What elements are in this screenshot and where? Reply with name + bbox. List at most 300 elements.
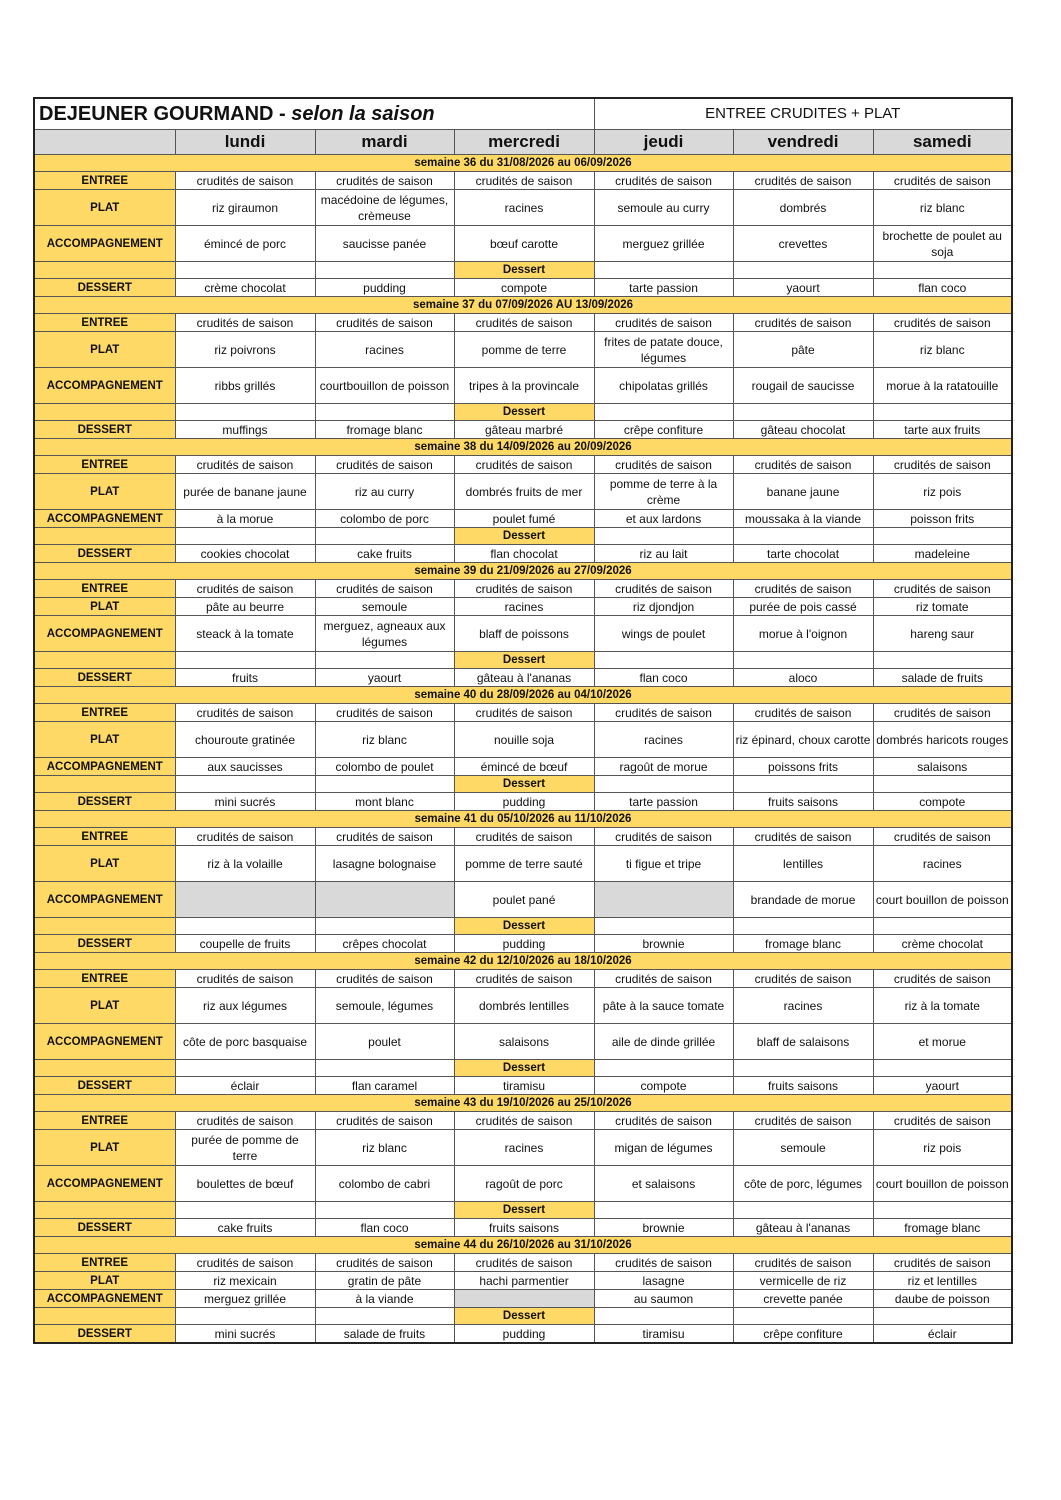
menu-cell-plat: racines	[315, 332, 454, 368]
menu-cell-dessert: fromage blanc	[315, 421, 454, 439]
accompagnement-label: ACCOMPAGNEMENT	[34, 616, 175, 652]
menu-cell-entree: crudités de saison	[594, 314, 733, 332]
menu-cell-entree: crudités de saison	[175, 1254, 315, 1272]
dessert-row	[34, 793, 1012, 811]
menu-cell-dessert: yaourt	[315, 669, 454, 687]
dessert-row	[34, 1325, 1012, 1344]
week-title: semaine 44 du 26/10/2026 au 31/10/2026	[34, 1237, 1012, 1254]
dessert-row	[34, 669, 1012, 687]
dessert-header-blank	[594, 652, 733, 669]
menu-cell-dessert: crêpe confiture	[594, 421, 733, 439]
plat-label: PLAT	[34, 474, 175, 510]
menu-cell-plat: dombrés fruits de mer	[454, 474, 594, 510]
menu-cell-accompagnement: brandade de morue	[733, 882, 873, 918]
menu-cell-plat: pâte à la sauce tomate	[594, 988, 733, 1024]
accompagnement-row	[34, 1166, 1012, 1202]
menu-cell-dessert: aloco	[733, 669, 873, 687]
menu-cell-plat: dombrés lentilles	[454, 988, 594, 1024]
menu-cell-entree: crudités de saison	[454, 828, 594, 846]
entree-label: ENTREE	[34, 704, 175, 722]
menu-cell-accompagnement: rougail de saucisse	[733, 368, 873, 404]
week-header-row	[34, 297, 1012, 314]
menu-cell-dessert: yaourt	[733, 279, 873, 297]
dessert-header-row	[34, 528, 1012, 545]
menu-cell-plat: pomme de terre	[454, 332, 594, 368]
menu-cell-dessert: crêpes chocolat	[315, 935, 454, 953]
menu-cell-accompagnement: crevettes	[733, 226, 873, 262]
day-vendredi: vendredi	[733, 130, 873, 155]
day-jeudi: jeudi	[594, 130, 733, 155]
entree-row	[34, 1112, 1012, 1130]
dessert-header-blank	[873, 528, 1012, 545]
menu-cell-entree: crudités de saison	[733, 828, 873, 846]
menu-cell-plat: semoule	[315, 598, 454, 616]
dessert-header-row	[34, 918, 1012, 935]
menu-cell-entree: crudités de saison	[733, 456, 873, 474]
dessert-header-blank	[175, 1308, 315, 1325]
menu-cell-plat: riz pois	[873, 1130, 1012, 1166]
dessert-header-label: Dessert	[454, 918, 594, 935]
dessert-label: DESSERT	[34, 545, 175, 563]
title-main: DEJEUNER GOURMAND -	[39, 103, 292, 125]
dessert-row	[34, 545, 1012, 563]
menu-cell-entree: crudités de saison	[454, 1112, 594, 1130]
entree-row	[34, 456, 1012, 474]
dessert-header-label: Dessert	[454, 776, 594, 793]
menu-cell-dessert: salade de fruits	[873, 669, 1012, 687]
plat-label: PLAT	[34, 988, 175, 1024]
dessert-header-blank	[594, 528, 733, 545]
dessert-header-blank	[315, 1202, 454, 1219]
dessert-header-blank	[175, 404, 315, 421]
week-title: semaine 39 du 21/09/2026 au 27/09/2026	[34, 563, 1012, 580]
dessert-header-blank	[315, 404, 454, 421]
menu-cell-dessert: flan coco	[594, 669, 733, 687]
menu-cell-dessert: fruits saisons	[733, 793, 873, 811]
menu-cell-accompagnement: au saumon	[594, 1290, 733, 1308]
menu-cell-accompagnement: merguez, agneaux aux légumes	[315, 616, 454, 652]
menu-cell-plat: hachi parmentier	[454, 1272, 594, 1290]
menu-cell-accompagnement: à la viande	[315, 1290, 454, 1308]
menu-cell-accompagnement: crevette panée	[733, 1290, 873, 1308]
menu-cell-accompagnement: tripes à la provincale	[454, 368, 594, 404]
week-title: semaine 37 du 07/09/2026 AU 13/09/2026	[34, 297, 1012, 314]
menu-cell-accompagnement: poulet fumé	[454, 510, 594, 528]
week-header-row	[34, 953, 1012, 970]
menu-cell-accompagnement: aile de dinde grillée	[594, 1024, 733, 1060]
dessert-header-blank	[175, 1202, 315, 1219]
menu-cell-accompagnement: salaisons	[873, 758, 1012, 776]
accompagnement-label: ACCOMPAGNEMENT	[34, 882, 175, 918]
menu-cell-entree: crudités de saison	[733, 314, 873, 332]
day-mardi: mardi	[315, 130, 454, 155]
menu-cell-dessert: mini sucrés	[175, 793, 315, 811]
menu-cell-accompagnement: merguez grillée	[175, 1290, 315, 1308]
entree-row	[34, 704, 1012, 722]
menu-cell-dessert: tiramisu	[594, 1325, 733, 1344]
week-header-row	[34, 1237, 1012, 1254]
menu-cell-plat: racines	[594, 722, 733, 758]
menu-cell-dessert: flan caramel	[315, 1077, 454, 1095]
dessert-header-label: Dessert	[454, 528, 594, 545]
day-lundi: lundi	[175, 130, 315, 155]
menu-cell-plat: riz au curry	[315, 474, 454, 510]
menu-cell-entree: crudités de saison	[315, 172, 454, 190]
menu-cell-accompagnement: aux saucisses	[175, 758, 315, 776]
entree-row	[34, 970, 1012, 988]
menu-cell-accompagnement: blaff de salaisons	[733, 1024, 873, 1060]
plat-row	[34, 332, 1012, 368]
menu-cell-entree: crudités de saison	[594, 172, 733, 190]
menu-cell-accompagnement: chipolatas grillés	[594, 368, 733, 404]
menu-type: ENTREE CRUDITES + PLAT	[594, 98, 1012, 130]
dessert-header-blank	[594, 1060, 733, 1077]
menu-cell-entree: crudités de saison	[594, 1112, 733, 1130]
accompagnement-label: ACCOMPAGNEMENT	[34, 1290, 175, 1308]
menu-cell-accompagnement: émincé de porc	[175, 226, 315, 262]
accompagnement-row	[34, 616, 1012, 652]
menu-cell-entree: crudités de saison	[175, 828, 315, 846]
menu-cell-entree: crudités de saison	[733, 970, 873, 988]
dessert-header-row	[34, 1060, 1012, 1077]
menu-cell-dessert: compote	[873, 793, 1012, 811]
menu-cell-entree: crudités de saison	[315, 456, 454, 474]
accompagnement-label: ACCOMPAGNEMENT	[34, 1024, 175, 1060]
entree-label: ENTREE	[34, 456, 175, 474]
menu-cell-entree: crudités de saison	[873, 456, 1012, 474]
dessert-header-blank	[175, 262, 315, 279]
dessert-header-row	[34, 1308, 1012, 1325]
menu-cell-plat: riz pois	[873, 474, 1012, 510]
day-mercredi: mercredi	[454, 130, 594, 155]
dessert-label: DESSERT	[34, 935, 175, 953]
menu-cell-dessert: tarte aux fruits	[873, 421, 1012, 439]
dessert-header-blank	[175, 776, 315, 793]
menu-cell-dessert: gâteau marbré	[454, 421, 594, 439]
menu-cell-dessert: fromage blanc	[733, 935, 873, 953]
menu-cell-accompagnement: côte de porc, légumes	[733, 1166, 873, 1202]
week-title: semaine 41 du 05/10/2026 au 11/10/2026	[34, 811, 1012, 828]
menu-cell-plat: macédoine de légumes, crèmeuse	[315, 190, 454, 226]
dessert-header-blank	[873, 262, 1012, 279]
accompagnement-row	[34, 1290, 1012, 1308]
menu-cell-accompagnement: ragoût de porc	[454, 1166, 594, 1202]
week-title: semaine 36 du 31/08/2026 au 06/09/2026	[34, 155, 1012, 172]
entree-label: ENTREE	[34, 828, 175, 846]
menu-cell-entree: crudités de saison	[315, 828, 454, 846]
menu-cell-entree: crudités de saison	[315, 314, 454, 332]
menu-cell-dessert: madeleine	[873, 545, 1012, 563]
plat-row	[34, 1272, 1012, 1290]
dessert-header-label: Dessert	[454, 1060, 594, 1077]
dessert-header-blank	[733, 528, 873, 545]
menu-cell-dessert: crème chocolat	[873, 935, 1012, 953]
plat-label: PLAT	[34, 190, 175, 226]
menu-cell-dessert: compote	[454, 279, 594, 297]
menu-cell-dessert: tarte passion	[594, 793, 733, 811]
menu-cell-plat: nouille soja	[454, 722, 594, 758]
menu-cell-accompagnement: morue à la ratatouille	[873, 368, 1012, 404]
menu-cell-accompagnement: et morue	[873, 1024, 1012, 1060]
menu-cell-entree: crudités de saison	[454, 314, 594, 332]
plat-label: PLAT	[34, 1272, 175, 1290]
menu-cell-entree: crudités de saison	[175, 456, 315, 474]
menu-cell-dessert: flan coco	[315, 1219, 454, 1237]
menu-cell-dessert: pudding	[454, 935, 594, 953]
menu-cell-plat: riz blanc	[315, 722, 454, 758]
menu-cell-dessert: fruits	[175, 669, 315, 687]
menu-cell-plat: riz blanc	[873, 190, 1012, 226]
menu-cell-accompagnement: poisson frits	[873, 510, 1012, 528]
dessert-header-blank	[315, 528, 454, 545]
dessert-header-blank	[34, 776, 175, 793]
dessert-header-blank	[34, 652, 175, 669]
page-title	[34, 98, 594, 130]
menu-cell-accompagnement: wings de poulet	[594, 616, 733, 652]
menu-cell-plat: pâte	[733, 332, 873, 368]
menu-cell-dessert: yaourt	[873, 1077, 1012, 1095]
menu-cell-entree: crudités de saison	[733, 172, 873, 190]
dessert-header-row	[34, 652, 1012, 669]
menu-cell-plat: riz poivrons	[175, 332, 315, 368]
menu-cell-plat: riz mexicain	[175, 1272, 315, 1290]
menu-cell-accompagnement: ribbs grillés	[175, 368, 315, 404]
menu-table	[33, 97, 1013, 1344]
entree-row	[34, 1254, 1012, 1272]
menu-cell-plat: vermicelle de riz	[733, 1272, 873, 1290]
dessert-header-blank	[733, 776, 873, 793]
dessert-header-blank	[733, 404, 873, 421]
menu-cell-accompagnement: morue à l'oignon	[733, 616, 873, 652]
menu-cell-plat: racines	[454, 598, 594, 616]
menu-cell-dessert: pudding	[454, 793, 594, 811]
dessert-label: DESSERT	[34, 669, 175, 687]
menu-cell-dessert: tiramisu	[454, 1077, 594, 1095]
dessert-header-label: Dessert	[454, 652, 594, 669]
menu-cell-plat: racines	[454, 190, 594, 226]
dessert-header-blank	[34, 1060, 175, 1077]
dessert-header-blank	[315, 1060, 454, 1077]
menu-cell-entree: crudités de saison	[315, 580, 454, 598]
dessert-header-row	[34, 1202, 1012, 1219]
menu-cell-dessert: pudding	[454, 1325, 594, 1344]
dessert-header-row	[34, 262, 1012, 279]
menu-cell-plat: semoule au curry	[594, 190, 733, 226]
week-header-row	[34, 811, 1012, 828]
menu-cell-entree: crudités de saison	[733, 580, 873, 598]
menu-cell-accompagnement: salaisons	[454, 1024, 594, 1060]
dessert-header-blank	[315, 1308, 454, 1325]
menu-cell-plat: dombrés haricots rouges	[873, 722, 1012, 758]
menu-cell-dessert: fruits saisons	[454, 1219, 594, 1237]
accompagnement-label: ACCOMPAGNEMENT	[34, 510, 175, 528]
menu-cell-entree: crudités de saison	[733, 1254, 873, 1272]
menu-cell-accompagnement: courtbouillon de poisson	[315, 368, 454, 404]
entree-label: ENTREE	[34, 970, 175, 988]
menu-cell-dessert: éclair	[873, 1325, 1012, 1344]
accompagnement-label: ACCOMPAGNEMENT	[34, 758, 175, 776]
title-subtitle: selon la saison	[291, 103, 435, 125]
dessert-header-blank	[873, 652, 1012, 669]
dessert-header-row	[34, 404, 1012, 421]
menu-cell-dessert: cake fruits	[175, 1219, 315, 1237]
dessert-header-blank	[34, 404, 175, 421]
entree-row	[34, 172, 1012, 190]
dessert-row	[34, 1219, 1012, 1237]
menu-cell-accompagnement: daube de poisson	[873, 1290, 1012, 1308]
accompagnement-label: ACCOMPAGNEMENT	[34, 1166, 175, 1202]
menu-cell-entree: crudités de saison	[175, 970, 315, 988]
menu-cell-entree: crudités de saison	[873, 172, 1012, 190]
accompagnement-row	[34, 226, 1012, 262]
menu-cell-entree: crudités de saison	[454, 172, 594, 190]
entree-label: ENTREE	[34, 172, 175, 190]
week-header-row	[34, 439, 1012, 456]
menu-cell-plat: racines	[873, 846, 1012, 882]
plat-row	[34, 988, 1012, 1024]
menu-cell-plat: purée de banane jaune	[175, 474, 315, 510]
menu-cell-accompagnement: et aux lardons	[594, 510, 733, 528]
plat-row	[34, 474, 1012, 510]
menu-cell-dessert: tarte chocolat	[733, 545, 873, 563]
dessert-header-blank	[34, 1202, 175, 1219]
dessert-header-blank	[34, 262, 175, 279]
dessert-header-blank	[873, 1308, 1012, 1325]
menu-cell-dessert: mont blanc	[315, 793, 454, 811]
menu-cell-plat: semoule, légumes	[315, 988, 454, 1024]
dessert-header-blank	[315, 262, 454, 279]
dessert-header-blank	[733, 262, 873, 279]
menu-cell-dessert: brownie	[594, 935, 733, 953]
menu-cell-entree: crudités de saison	[873, 1112, 1012, 1130]
menu-cell-plat: riz blanc	[315, 1130, 454, 1166]
menu-cell-entree: crudités de saison	[873, 1254, 1012, 1272]
menu-cell-entree: crudités de saison	[594, 828, 733, 846]
menu-cell-plat: riz à la volaille	[175, 846, 315, 882]
week-header-row	[34, 563, 1012, 580]
menu-cell-entree: crudités de saison	[733, 1112, 873, 1130]
menu-cell-entree: crudités de saison	[175, 172, 315, 190]
dessert-header-label: Dessert	[454, 404, 594, 421]
menu-cell-plat: riz tomate	[873, 598, 1012, 616]
menu-cell-dessert: cookies chocolat	[175, 545, 315, 563]
menu-cell-accompagnement: saucisse panée	[315, 226, 454, 262]
menu-cell-accompagnement: colombo de cabri	[315, 1166, 454, 1202]
dessert-header-blank	[594, 404, 733, 421]
plat-label: PLAT	[34, 1130, 175, 1166]
menu-cell-entree: crudités de saison	[454, 970, 594, 988]
dessert-header-blank	[733, 1308, 873, 1325]
dessert-header-label: Dessert	[454, 1202, 594, 1219]
menu-cell-accompagnement: bœuf carotte	[454, 226, 594, 262]
menu-cell-dessert: crème chocolat	[175, 279, 315, 297]
entree-label: ENTREE	[34, 314, 175, 332]
week-header-row	[34, 687, 1012, 704]
menu-cell-entree: crudités de saison	[873, 704, 1012, 722]
dessert-header-blank	[733, 1202, 873, 1219]
plat-row	[34, 722, 1012, 758]
menu-cell-entree: crudités de saison	[175, 1112, 315, 1130]
menu-cell-plat: riz giraumon	[175, 190, 315, 226]
plat-label: PLAT	[34, 722, 175, 758]
menu-cell-plat: frites de patate douce, légumes	[594, 332, 733, 368]
menu-cell-accompagnement: brochette de poulet au soja	[873, 226, 1012, 262]
menu-cell-accompagnement: hareng saur	[873, 616, 1012, 652]
menu-cell-accompagnement: et salaisons	[594, 1166, 733, 1202]
menu-cell-entree: crudités de saison	[873, 580, 1012, 598]
week-header-row	[34, 1095, 1012, 1112]
week-title: semaine 38 du 14/09/2026 au 20/09/2026	[34, 439, 1012, 456]
menu-cell-dessert: crêpe confiture	[733, 1325, 873, 1344]
menu-cell-dessert: gâteau à l'ananas	[454, 669, 594, 687]
menu-cell-accompagnement: blaff de poissons	[454, 616, 594, 652]
dessert-header-blank	[315, 918, 454, 935]
menu-cell-accompagnement: court bouillon de poisson	[873, 1166, 1012, 1202]
day-header-row	[34, 130, 1012, 155]
menu-cell-dessert: riz au lait	[594, 545, 733, 563]
week-title: semaine 42 du 12/10/2026 au 18/10/2026	[34, 953, 1012, 970]
dessert-label: DESSERT	[34, 1077, 175, 1095]
menu-cell-accompagnement: à la morue	[175, 510, 315, 528]
menu-cell-entree: crudités de saison	[594, 704, 733, 722]
dessert-header-label: Dessert	[454, 262, 594, 279]
menu-cell-entree: crudités de saison	[315, 704, 454, 722]
accompagnement-row	[34, 368, 1012, 404]
menu-cell-accompagnement: court bouillon de poisson	[873, 882, 1012, 918]
menu-cell-plat: semoule	[733, 1130, 873, 1166]
menu-cell-dessert: fromage blanc	[873, 1219, 1012, 1237]
plat-label: PLAT	[34, 332, 175, 368]
menu-cell-entree: crudités de saison	[873, 828, 1012, 846]
dessert-header-blank	[873, 1060, 1012, 1077]
menu-cell-accompagnement: émincé de bœuf	[454, 758, 594, 776]
dessert-header-blank	[733, 918, 873, 935]
menu-cell-dessert: flan coco	[873, 279, 1012, 297]
dessert-header-blank	[594, 262, 733, 279]
menu-cell-plat: pomme de terre sauté	[454, 846, 594, 882]
dessert-header-blank	[175, 1060, 315, 1077]
menu-cell-entree: crudités de saison	[594, 456, 733, 474]
dessert-label: DESSERT	[34, 279, 175, 297]
plat-label: PLAT	[34, 598, 175, 616]
menu-cell-plat: purée de pomme de terre	[175, 1130, 315, 1166]
menu-cell-dessert: gâteau chocolat	[733, 421, 873, 439]
menu-cell-plat: riz épinard, choux carotte	[733, 722, 873, 758]
menu-cell-entree: crudités de saison	[873, 970, 1012, 988]
menu-cell-accompagnement: steack à la tomate	[175, 616, 315, 652]
menu-cell-plat: ti figue et tripe	[594, 846, 733, 882]
menu-cell-plat: lasagne bolognaise	[315, 846, 454, 882]
dessert-header-blank	[873, 404, 1012, 421]
dessert-header-blank	[733, 1060, 873, 1077]
dessert-header-blank	[34, 1308, 175, 1325]
menu-cell-accompagnement: poulet pané	[454, 882, 594, 918]
menu-cell-entree: crudités de saison	[454, 704, 594, 722]
dessert-row	[34, 1077, 1012, 1095]
menu-cell-accompagnement	[175, 882, 315, 918]
corner-cell	[34, 130, 175, 155]
menu-cell-accompagnement: colombo de poulet	[315, 758, 454, 776]
dessert-header-blank	[315, 652, 454, 669]
menu-cell-plat: gratin de pâte	[315, 1272, 454, 1290]
week-header-row	[34, 155, 1012, 172]
menu-cell-accompagnement: merguez grillée	[594, 226, 733, 262]
entree-row	[34, 828, 1012, 846]
menu-cell-plat: racines	[454, 1130, 594, 1166]
dessert-header-blank	[873, 776, 1012, 793]
menu-cell-accompagnement: colombo de porc	[315, 510, 454, 528]
menu-cell-plat: lasagne	[594, 1272, 733, 1290]
